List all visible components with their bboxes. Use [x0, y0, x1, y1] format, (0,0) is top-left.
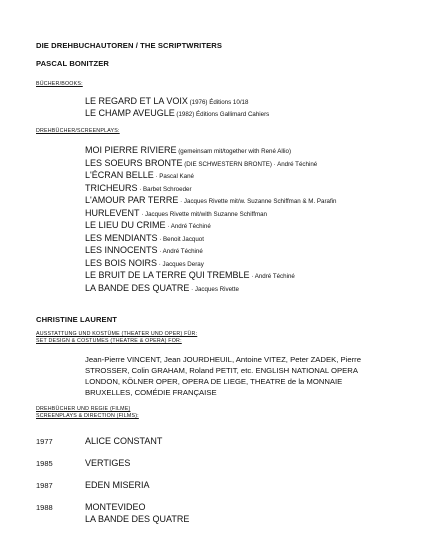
list-item: TRICHEURS · Barbet Schroeder — [85, 182, 192, 193]
film-title: LA BANDE DES QUATRE — [85, 514, 190, 524]
film-year: 1985 — [36, 459, 53, 468]
screenplays-heading: DREHBÜCHER/SCREENPLAYS: — [36, 128, 120, 134]
list-item: LE CHAMP AVEUGLE (1982) Éditions Gallimard Cahiers — [85, 108, 270, 118]
list-item: LES INNOCENTS · André Téchiné — [85, 245, 203, 255]
film-title: ALICE CONSTANT — [85, 436, 163, 446]
screenplays-list — [85, 145, 337, 295]
christine-name: CHRISTINE LAURENT — [36, 315, 118, 324]
list-item: LES MENDIANTS · Benoit Jacquot — [85, 232, 204, 243]
list-item: LE REGARD ET LA VOIX (1976) Éditions 10/18 — [85, 96, 249, 106]
direction-heading-en: SCREENPLAYS & DIRECTION (FILMS): — [36, 413, 139, 419]
list-item: LES SOEURS BRONTE (DIE SCHWESTERN BRONTE) · André Téchiné — [85, 157, 318, 168]
film-year: 1987 — [36, 481, 53, 490]
list-item: LE LIEU DU CRIME · André Téchiné — [85, 220, 211, 230]
credit-line: Jean-Pierre VINCENT, Jean JOURDHEUIL, Antoine VITEZ, Peter ZADEK, Pierre — [85, 355, 361, 364]
list-item: MOI PIERRE RIVIERE (gemeinsam mit/together with René Allio) — [85, 145, 292, 155]
design-heading: AUSSTATTUNG UND KOSTÜME (THEATER UND OPER) FÜR: — [36, 331, 198, 337]
list-item: LA BANDE DES QUATRE · Jacques Rivette — [85, 282, 239, 293]
credit-line: BRUXELLES, COMÉDIE FRANÇAISE — [85, 388, 217, 397]
pascal-name: PASCAL BONITZER — [36, 59, 109, 68]
credit-line: STROSSER, Colin GRAHAM, Roland PETIT, etc. ENGLISH NATIONAL OPERA — [85, 366, 358, 375]
film-year: 1977 — [36, 437, 53, 446]
film-title: EDEN MISERIA — [85, 480, 150, 490]
list-item: L'ÉCRAN BELLE · Pascal Kané — [85, 170, 194, 180]
list-item: L'AMOUR PAR TERRE · Jacques Rivette mit/w. Suzanne Schiffman & M. Parafin — [85, 195, 337, 205]
film-year: 1988 — [36, 503, 53, 512]
direction-heading: DREHBÜCHER UND REGIE (FILME) — [36, 406, 131, 412]
credit-line: LONDON, KÖLNER OPER, OPERA DE LIEGE, THEATRE de la MONNAIE — [85, 377, 343, 386]
film-title: VERTIGES — [85, 458, 131, 468]
film-title: MONTEVIDEO — [85, 502, 146, 512]
books-list — [85, 96, 269, 120]
design-heading-en: SET DESIGN & COSTUMES (THEATRE & OPERA) FOR: — [36, 338, 182, 344]
list-item: HURLEVENT · Jacques Rivette mit/with Suzanne Schiffman — [85, 207, 267, 218]
design-credits — [85, 354, 361, 398]
books-heading: BÜCHER/BOOKS: — [36, 81, 83, 87]
page-title: DIE DREHBUCHAUTOREN / THE SCRIPTWRITERS — [36, 41, 223, 50]
list-item: LES BOIS NOIRS · Jacques Deray — [85, 257, 204, 268]
list-item: LE BRUIT DE LA TERRE QUI TREMBLE · André Téchiné — [85, 270, 295, 280]
